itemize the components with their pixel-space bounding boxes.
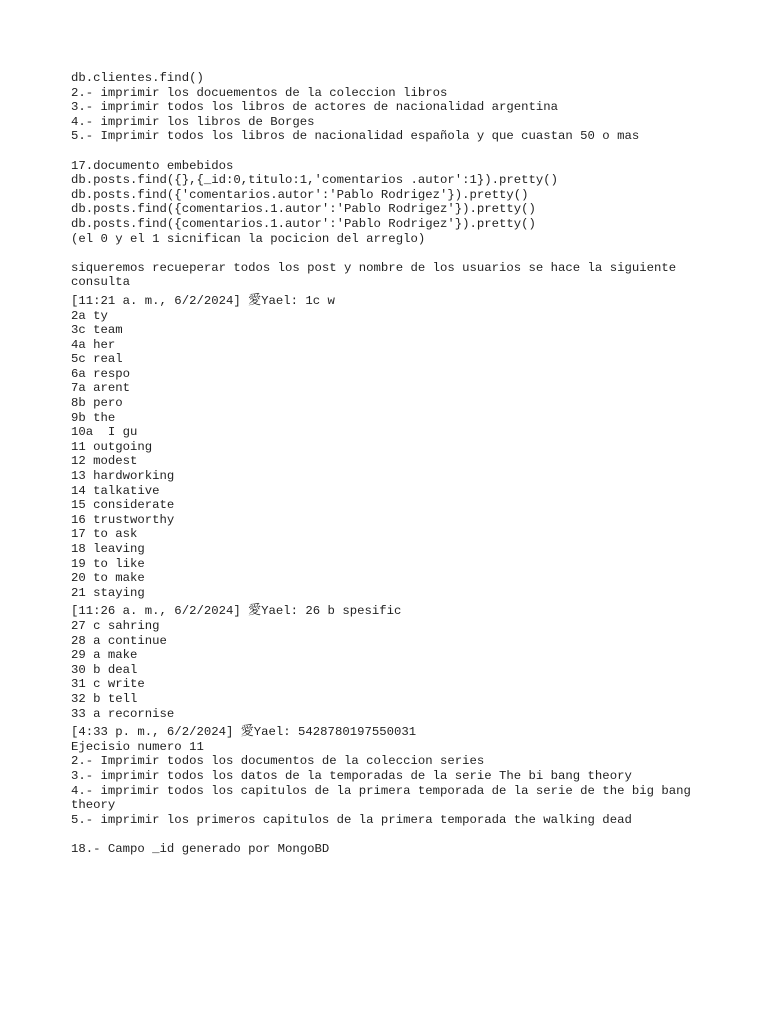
text-line: (el 0 y el 1 sicnifican la pocicion del arreglo) bbox=[71, 231, 426, 246]
answer-line: 27 c sahring bbox=[71, 618, 160, 633]
blank-line bbox=[71, 246, 731, 261]
text-line: 5.- imprimir los primeros capitulos de la primera temporada the walking dead bbox=[71, 812, 632, 827]
answer-line: 7a arent bbox=[71, 381, 131, 396]
exercise-list-libros bbox=[71, 71, 731, 144]
code-line: db.posts.find({comentarios.1.autor':'Pablo Rodrigez'}).pretty() bbox=[71, 216, 536, 231]
answer-line: 17 to ask bbox=[71, 527, 138, 542]
text-line: 5.- Imprimir todos los libros de nacionalidad española y que cuastan 50 o mas bbox=[71, 129, 640, 144]
code-line: db.posts.find({'comentarios.autor':'Pablo Rodrigez'}).pretty() bbox=[71, 187, 529, 202]
answer-line: 5c real bbox=[71, 352, 123, 367]
answer-line: 12 modest bbox=[71, 454, 138, 469]
answer-line: 6a respo bbox=[71, 366, 131, 381]
text-line: 4.- imprimir todos los capitulos de la primera temporada de la serie de the big bang theory bbox=[71, 783, 699, 813]
blank-line bbox=[71, 144, 731, 159]
answer-line: 20 to make bbox=[71, 571, 145, 586]
answer-line: 15 considerate bbox=[71, 498, 175, 513]
answer-line: 31 c write bbox=[71, 677, 145, 692]
message-timestamp: [11:21 a. m., 6/2/2024] bbox=[71, 293, 241, 308]
answer-list bbox=[71, 619, 731, 721]
text-line: 3.- imprimir todos los datos de la temporadas de la serie The bi bang theory bbox=[71, 768, 632, 783]
text-line: 18.- Campo _id generado por MongoBD bbox=[71, 841, 330, 856]
exercise-title: Ejecisio numero 11 bbox=[71, 739, 204, 754]
message-sender-text: Yael: 26 b spesific bbox=[261, 604, 402, 619]
answer-line: 16 trustworthy bbox=[71, 512, 175, 527]
answer-line: 30 b deal bbox=[71, 662, 138, 677]
document-page bbox=[71, 71, 731, 856]
answer-line: 21 staying bbox=[71, 585, 145, 600]
exercise-list-series bbox=[71, 740, 731, 828]
text-line: 2.- Imprimir todos los documentos de la coleccion series bbox=[71, 754, 485, 769]
answer-list bbox=[71, 309, 731, 601]
text-line: 4.- imprimir los libros de Borges bbox=[71, 114, 315, 129]
answer-line: 3c team bbox=[71, 323, 123, 338]
answer-line: 8b pero bbox=[71, 396, 123, 411]
id-field-note bbox=[71, 842, 731, 857]
text-line: db.clientes.find() bbox=[71, 71, 204, 85]
message-sender-text: Yael: 5428780197550031 bbox=[253, 725, 417, 740]
embedded-documents-notes bbox=[71, 159, 731, 247]
chat-message-header bbox=[71, 725, 731, 740]
message-sender-text: Yael: 1c w bbox=[261, 293, 335, 308]
chat-message-header bbox=[71, 294, 731, 309]
text-line: siqueremos recueperar todos los post y nombre de los usuarios se hace la siguiente consulta bbox=[71, 260, 684, 290]
answer-line: 2a ty bbox=[71, 308, 108, 323]
message-timestamp: [11:26 a. m., 6/2/2024] bbox=[71, 604, 241, 619]
text-line: 17.documento embebidos bbox=[71, 158, 234, 173]
text-line: 2.- imprimir los docuementos de la coleccion libros bbox=[71, 85, 448, 100]
chat-message-header bbox=[71, 604, 731, 619]
answer-line: 33 a recornise bbox=[71, 706, 175, 721]
answer-line: 19 to like bbox=[71, 556, 145, 571]
answer-line: 10a I gu bbox=[71, 425, 138, 440]
heart-kanji-glyph: 愛 bbox=[248, 292, 262, 308]
answer-line: 32 b tell bbox=[71, 691, 138, 706]
answer-line: 29 a make bbox=[71, 648, 138, 663]
answer-line: 14 talkative bbox=[71, 483, 160, 498]
answer-line: 9b the bbox=[71, 410, 116, 425]
answer-line: 18 leaving bbox=[71, 542, 145, 556]
heart-kanji-glyph: 愛 bbox=[240, 724, 254, 740]
code-line: db.posts.find({comentarios.1.autor':'Pablo Rodrigez'}).pretty() bbox=[71, 202, 536, 217]
answer-line: 28 a continue bbox=[71, 633, 167, 648]
message-timestamp: [4:33 p. m., 6/2/2024] bbox=[71, 725, 234, 740]
blank-line bbox=[71, 827, 731, 842]
heart-kanji-glyph: 愛 bbox=[248, 603, 262, 619]
answer-line: 13 hardworking bbox=[71, 469, 175, 484]
query-note bbox=[71, 261, 731, 290]
answer-line: 4a her bbox=[71, 337, 116, 352]
code-line: db.posts.find({},{_id:0,titulo:1,'comentarios .autor':1}).pretty() bbox=[71, 173, 559, 188]
answer-line: 11 outgoing bbox=[71, 439, 153, 454]
text-line: 3.- imprimir todos los libros de actores de nacionalidad argentina bbox=[71, 100, 559, 115]
